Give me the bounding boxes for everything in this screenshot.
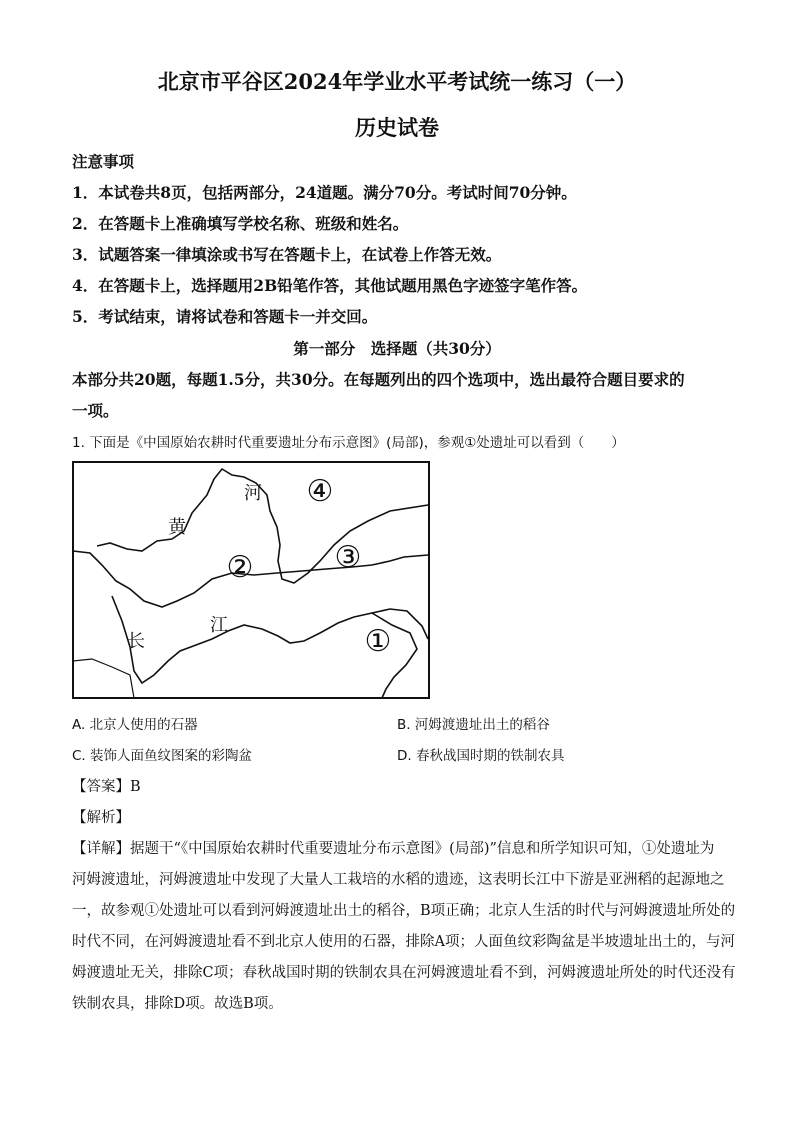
option-c: C. 装饰人面鱼纹图案的彩陶盆 [72, 748, 253, 764]
section-instruction: 本部分共20题，每题1.5分，共30分。在每题列出的四个选项中，选出最符合题目要求的 [72, 370, 685, 389]
site-marker-2: ② [226, 550, 254, 585]
notice-item: 1．本试卷共8页，包括两部分，24道题。满分70分。考试时间70分钟。 [72, 183, 577, 202]
map-label-huang: 黄 [168, 517, 186, 538]
explanation-line: 【详解】据题干“《中国原始农耕时代重要遗址分布示意图》(局部)”信息和所学知识可知，①处遗址为 [72, 841, 715, 857]
notice-item: 2．在答题卡上准确填写学校名称、班级和姓名。 [72, 214, 409, 233]
notice-item: 5．考试结束，请将试卷和答题卡一并交回。 [72, 307, 378, 326]
option-b: B. 河姆渡遗址出土的稻谷 [397, 717, 550, 733]
question-stem: 1. 下面是《中国原始农耕时代重要遗址分布示意图》(局部)，参观①处遗址可以看到（ ） [72, 435, 625, 451]
site-marker-4: ④ [306, 474, 334, 509]
option-d: D. 春秋战国时期的铁制农具 [397, 748, 565, 764]
exam-subtitle: 历史试卷 [355, 115, 439, 140]
explanation-line: 一，故参观①处遗址可以看到河姆渡遗址出土的稻谷，B项正确；北京人生活的时代与河姆渡遗址所处的 [72, 903, 736, 919]
site-marker-1: ① [364, 624, 392, 659]
exam-title: 北京市平谷区2024年学业水平考试统一练习（一） [157, 69, 637, 94]
notice-item: 4．在答题卡上，选择题用2B铅笔作答，其他试题用黑色字迹签字笔作答。 [72, 276, 588, 295]
map-label-chang: 长 [127, 631, 145, 652]
answer-line: 【答案】B [72, 779, 141, 795]
section-title: 第一部分 选择题（共30分） [293, 339, 501, 358]
site-marker-3: ③ [334, 540, 362, 575]
map-label-jiang: 江 [210, 615, 228, 636]
map-label-he: 河 [244, 483, 262, 504]
explanation-line: 铁制农具，排除D项。故选B项。 [72, 996, 283, 1012]
notice-item: 3．试题答案一律填涂或书写在答题卡上，在试卷上作答无效。 [72, 245, 502, 264]
notice-heading: 注意事项 [72, 152, 135, 171]
analysis-label: 【解析】 [72, 810, 130, 826]
explanation-line: 河姆渡遗址，河姆渡遗址中发现了大量人工栽培的水稻的遗迹，这表明长江中下游是亚洲稻的起源地之 [72, 872, 725, 888]
explanation-line: 时代不同，在河姆渡遗址看不到北京人使用的石器，排除A项；人面鱼纹彩陶盆是半坡遗址出土的，与河 [72, 934, 735, 950]
explanation-line: 姆渡遗址无关，排除C项；春秋战国时期的铁制农具在河姆渡遗址看不到，河姆渡遗址所处的时代还没有 [72, 965, 736, 981]
site-distribution-map [72, 461, 430, 699]
option-a: A. 北京人使用的石器 [72, 717, 198, 733]
section-instruction: 一项。 [72, 401, 119, 420]
